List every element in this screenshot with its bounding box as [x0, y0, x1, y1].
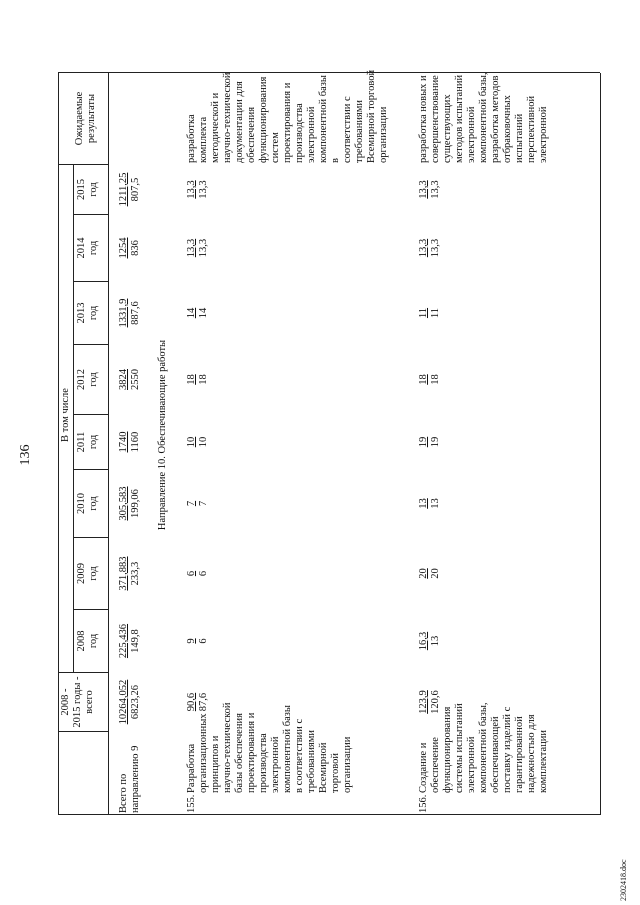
row-156-2014: [418, 215, 442, 281]
desc-line: обеспечение: [430, 737, 441, 793]
header-bottom-border: [108, 73, 109, 815]
result-line: организации: [378, 106, 389, 163]
total-row-total: [118, 673, 142, 731]
result-line: соответствии с: [342, 96, 353, 163]
desc-line: производства: [258, 733, 269, 793]
year-label: 2013: [76, 302, 87, 324]
value-top: 305,583: [118, 486, 129, 521]
row-155-2012: [186, 345, 210, 414]
table-top-border: [58, 73, 59, 815]
desc-line: обеспечивающей: [490, 716, 501, 793]
value-top: 1254: [118, 237, 129, 259]
value-top: 1740: [118, 431, 129, 453]
result-line: разработка комплекта: [186, 114, 209, 163]
result-line: электронной: [306, 106, 317, 163]
value-top: 13,3: [418, 180, 429, 199]
desc-line: функционирования: [442, 706, 453, 793]
result-line: отбраковочных: [502, 95, 513, 163]
result-line: производства: [294, 103, 305, 163]
value-top: 90,6: [186, 692, 197, 712]
total-2014: [118, 215, 142, 281]
table-bottom-border: [600, 73, 601, 815]
year-unit: год: [88, 305, 99, 321]
total-2010: [118, 470, 142, 537]
desc-line: надежностью для: [526, 714, 537, 793]
row-155-2010: [186, 470, 210, 537]
year-label: 2014: [76, 237, 87, 259]
result-line: разработка новых и: [418, 75, 429, 163]
row-155-2015: [186, 165, 210, 214]
result-line: компонентной базы в: [318, 75, 341, 163]
value-top: 6: [186, 570, 197, 577]
total-label-line2: направлению 9: [130, 745, 141, 813]
desc-line: системы испытаний: [454, 703, 465, 793]
year-label: 2009: [76, 563, 87, 584]
desc-line: организационных: [198, 713, 209, 793]
header-year-2012: [76, 345, 100, 414]
header-year-2014: [76, 215, 100, 281]
header-year-2015: [76, 165, 100, 214]
value-bottom: 13,3: [430, 238, 441, 258]
value-top: 9: [186, 638, 197, 644]
total-2015: [118, 165, 142, 214]
value-bottom: 18: [430, 374, 441, 385]
desc-line: гарантированной: [514, 716, 525, 793]
value-top: 13,3: [186, 238, 197, 258]
result-line: электронной: [466, 106, 477, 163]
result-line: функционирования: [258, 76, 269, 163]
page-number: 136: [18, 444, 33, 466]
row-155-2008: [186, 610, 210, 672]
desc-line: принципов и: [210, 735, 221, 793]
row-156-2015: [418, 165, 442, 214]
row-156-number: 156.: [418, 794, 429, 813]
value-top: 7: [186, 500, 197, 507]
value-top: 3824: [118, 369, 129, 390]
desc-line: Создание и: [418, 742, 429, 793]
col-sep-label: [58, 731, 108, 732]
header-year-2013: [76, 282, 100, 344]
row-156-2011: [418, 415, 442, 469]
desc-line: поставку изделий с: [502, 706, 513, 793]
value-top: 18: [418, 374, 429, 385]
row-155-2013: [186, 282, 210, 344]
header-year-2010: [76, 470, 100, 537]
result-line: научно-технической: [222, 72, 233, 163]
value-bottom: 836: [130, 240, 141, 256]
value-top: 16,3: [418, 631, 429, 651]
row-155-2011: [186, 415, 210, 469]
result-line: документации для: [234, 81, 245, 163]
header-total: [60, 673, 96, 731]
header-results: [74, 73, 98, 164]
section-title: Направление 10. Обеспечивающие работы: [157, 339, 168, 531]
year-label: 2011: [76, 431, 87, 453]
desc-line: электронной: [466, 736, 477, 793]
result-line: систем: [270, 132, 281, 163]
result-line: Всемирной торговой: [366, 69, 377, 163]
value-bottom: 87,6: [198, 692, 209, 712]
desc-line: компонентной базы: [282, 705, 293, 793]
value-top: 13,3: [186, 180, 197, 199]
value-bottom: 6: [198, 638, 209, 644]
row-155-2014: [186, 215, 210, 281]
result-line: совершенствование: [430, 75, 441, 163]
year-unit: год: [88, 182, 99, 197]
value-top: 20: [418, 568, 429, 579]
total-row-label: [118, 733, 142, 813]
value-bottom: 19: [430, 436, 441, 448]
desc-line: организации: [342, 736, 353, 793]
year-label: 2012: [76, 369, 87, 390]
value-top: 13: [418, 498, 429, 509]
result-line: существующих: [442, 94, 453, 163]
value-bottom: 13: [430, 635, 441, 647]
desc-line: электронной: [270, 736, 281, 793]
desc-line: Всемирной: [318, 742, 329, 793]
value-bottom: 807,5: [130, 177, 141, 202]
desc-line: проектирования и: [246, 712, 257, 793]
header-year-2008: [76, 610, 100, 672]
value-bottom: 120,6: [430, 690, 441, 714]
row-155-2009: [186, 538, 210, 609]
header-total-line2: 2015 годы -: [72, 676, 83, 728]
value-bottom: 2550: [130, 369, 141, 390]
year-unit: год: [88, 372, 99, 387]
row-155-results: [186, 68, 390, 163]
value-bottom: 199,06: [130, 489, 141, 518]
total-2008: [118, 610, 142, 672]
result-line: требованиями: [354, 99, 365, 163]
value-top: 123,9: [418, 690, 429, 714]
result-line: разработка методов: [490, 75, 501, 163]
year-label: 2015: [76, 179, 87, 200]
desc-line: в соответствии с: [294, 718, 305, 793]
header-total-line3: всего: [84, 690, 95, 714]
value-bottom: 18: [198, 374, 209, 385]
result-line: проектирования и: [282, 82, 293, 163]
value-bottom: 149,8: [130, 629, 141, 653]
value-bottom: 233,3: [130, 561, 141, 586]
result-line: методической и: [210, 92, 221, 163]
desc-line: комплектации: [538, 730, 549, 793]
total-label-line1: Всего по: [118, 773, 129, 813]
value-bottom: 6823,26: [130, 684, 141, 720]
row-156-2010: [418, 470, 442, 537]
result-line: испытаний: [514, 113, 525, 163]
desc-line: требованиями: [306, 729, 317, 793]
result-line: электронной: [538, 106, 549, 163]
year-unit: год: [88, 240, 99, 256]
value-top: 18: [186, 374, 197, 385]
desc-line: компонентной базы,: [478, 702, 489, 793]
year-unit: год: [88, 633, 99, 649]
year-unit: год: [88, 434, 99, 450]
value-top: 225,436: [118, 623, 129, 659]
total-2011: [118, 415, 142, 469]
desc-line: Разработка: [186, 743, 197, 793]
desc-line: базы обеспечения: [234, 713, 245, 793]
year-unit: год: [88, 566, 99, 581]
value-top: 11: [418, 307, 429, 319]
header-year-2011: [76, 415, 100, 469]
value-bottom: 13,3: [198, 180, 209, 199]
row-156-total: [418, 673, 442, 731]
value-top: 19: [418, 436, 429, 448]
row-155-description: [186, 673, 354, 793]
value-bottom: 14: [198, 307, 209, 319]
footer-filename: 2302418.doc: [619, 859, 628, 901]
value-top: 1211,25: [118, 172, 129, 207]
year-label: 2008: [76, 630, 87, 652]
value-bottom: 13,3: [430, 180, 441, 199]
value-top: 14: [186, 307, 197, 319]
row-155-number: 155.: [186, 794, 197, 813]
row-155-total: [186, 673, 210, 731]
year-label: 2010: [76, 493, 87, 514]
result-line: перспективной: [526, 95, 537, 163]
row-156-2009: [418, 538, 442, 609]
years-divider: [73, 165, 74, 673]
col-left-border: [58, 814, 600, 815]
total-2009: [118, 538, 142, 609]
results-line1: Ожидаемые: [74, 91, 85, 146]
result-line: методов испытаний: [454, 74, 465, 163]
row-156-2013: [418, 282, 442, 344]
result-line: обеспечения: [246, 106, 257, 163]
year-unit: год: [88, 496, 99, 511]
value-bottom: 1160: [130, 431, 141, 453]
desc-line: торговой: [330, 752, 341, 793]
value-top: 1331,9: [118, 298, 129, 328]
value-bottom: 7: [198, 500, 209, 507]
value-bottom: 20: [430, 568, 441, 579]
value-top: 13,3: [418, 238, 429, 258]
value-top: 10264,052: [118, 679, 129, 725]
desc-line: научно-технической: [222, 702, 233, 793]
header-year-2009: [76, 538, 100, 609]
value-top: 10: [186, 436, 197, 448]
value-bottom: 13: [430, 498, 441, 509]
value-bottom: 11: [430, 307, 441, 319]
value-bottom: 13,3: [198, 238, 209, 258]
value-bottom: 6: [198, 570, 209, 577]
total-2013: [118, 282, 142, 344]
value-bottom: 887,6: [130, 301, 141, 325]
total-2012: [118, 345, 142, 414]
header-in-that-number: В том числе: [60, 388, 71, 442]
result-line: компонентной базы,: [478, 72, 489, 163]
value-bottom: 10: [198, 436, 209, 448]
row-156-results: [418, 68, 550, 163]
value-top: 371,883: [118, 556, 129, 591]
row-156-2012: [418, 345, 442, 414]
row-156-2008: [418, 610, 442, 672]
results-line2: результаты: [86, 93, 97, 144]
header-total-line1: 2008 -: [60, 688, 71, 716]
